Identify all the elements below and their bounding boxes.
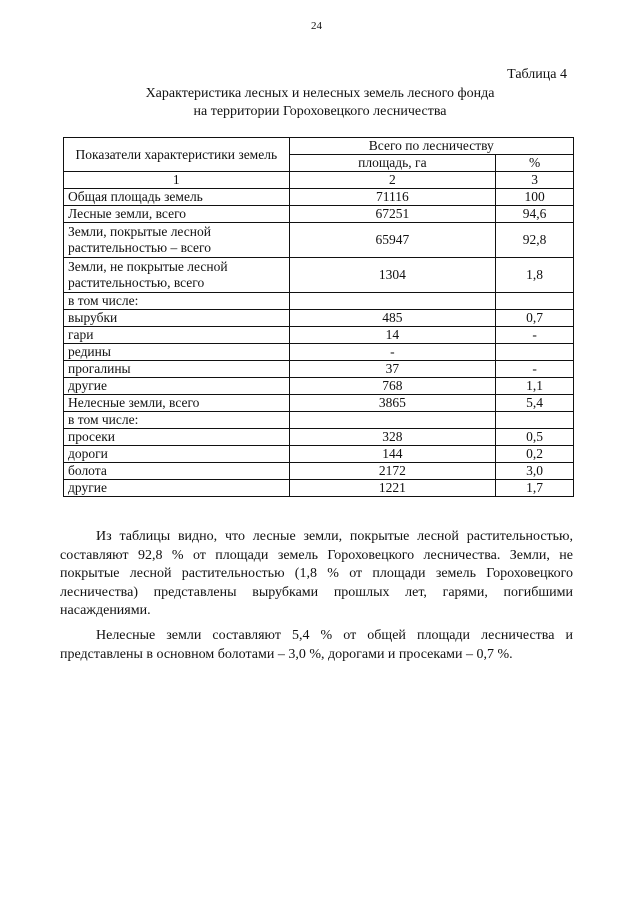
row-percent: 5,4: [496, 395, 574, 412]
row-area: 485: [289, 310, 496, 327]
body-text: [60, 528, 573, 670]
row-label: Земли, не покрытые лесной растительностью, всего: [64, 258, 290, 293]
row-percent: [496, 412, 574, 429]
row-area: 3865: [289, 395, 496, 412]
row-label: Лесные земли, всего: [64, 206, 290, 223]
row-label: вырубки: [64, 310, 290, 327]
row-label: Общая площадь земель: [64, 189, 290, 206]
table-row: [64, 463, 574, 480]
row-area: 328: [289, 429, 496, 446]
column-number-1: 1: [64, 172, 290, 189]
table-row: [64, 361, 574, 378]
table-row: [64, 395, 574, 412]
row-label: просеки: [64, 429, 290, 446]
table-row: [64, 327, 574, 344]
row-area: [289, 412, 496, 429]
row-percent: 1,7: [496, 480, 574, 497]
column-number-3: 3: [496, 172, 574, 189]
table-body: [64, 189, 574, 497]
table-row: [64, 412, 574, 429]
row-percent: 1,8: [496, 258, 574, 293]
row-area: 65947: [289, 223, 496, 258]
table-row: [64, 223, 574, 258]
header-indicators: Показатели характеристики земель: [64, 138, 290, 172]
table-row: [64, 189, 574, 206]
row-area: [289, 293, 496, 310]
table-row: [64, 258, 574, 293]
header-area: площадь, га: [289, 155, 496, 172]
title-line-2: на территории Гороховецкого лесничества: [193, 104, 447, 119]
table-row: [64, 310, 574, 327]
row-area: 1221: [289, 480, 496, 497]
row-label: другие: [64, 378, 290, 395]
table-row: [64, 293, 574, 310]
table-row: [64, 206, 574, 223]
table-row: [64, 480, 574, 497]
row-area: 37: [289, 361, 496, 378]
header-percent: %: [496, 155, 574, 172]
row-area: 14: [289, 327, 496, 344]
row-percent: 94,6: [496, 206, 574, 223]
row-area: 144: [289, 446, 496, 463]
row-area: 1304: [289, 258, 496, 293]
row-percent: 0,5: [496, 429, 574, 446]
row-percent: 0,2: [496, 446, 574, 463]
row-label: болота: [64, 463, 290, 480]
land-characteristics-table: [63, 137, 574, 497]
title-line-1: Характеристика лесных и нелесных земель лесного фонда: [145, 86, 495, 101]
row-label: другие: [64, 480, 290, 497]
row-area: 2172: [289, 463, 496, 480]
row-percent: -: [496, 361, 574, 378]
row-percent: 0,7: [496, 310, 574, 327]
row-area: 71116: [289, 189, 496, 206]
row-label: прогалины: [64, 361, 290, 378]
row-label: редины: [64, 344, 290, 361]
column-number-2: 2: [289, 172, 496, 189]
row-area: 67251: [289, 206, 496, 223]
paragraph-1: Из таблицы видно, что лесные земли, покрытые лесной растительностью, составляют 92,8 % от площади земель Гороховецкого лесничества. Земли, не покрытые лесной растительностью (1,8 % от площади земель Гороховецкого лесничества) представлены вырубками прошлых лет, гарями, погибшими насаждениями.: [60, 529, 573, 619]
page-number: 24: [311, 20, 322, 32]
row-label: в том числе:: [64, 293, 290, 310]
row-label: Земли, покрытые лесной растительностью – всего: [64, 223, 290, 258]
table-label: Таблица 4: [507, 67, 567, 82]
header-total-group: Всего по лесничеству: [289, 138, 573, 155]
row-label: в том числе:: [64, 412, 290, 429]
row-label: гари: [64, 327, 290, 344]
row-percent: 92,8: [496, 223, 574, 258]
row-percent: 1,1: [496, 378, 574, 395]
table-title: [60, 85, 580, 121]
row-area: 768: [289, 378, 496, 395]
row-area: -: [289, 344, 496, 361]
row-percent: 3,0: [496, 463, 574, 480]
row-percent: [496, 293, 574, 310]
row-percent: [496, 344, 574, 361]
row-percent: 100: [496, 189, 574, 206]
table-row: [64, 344, 574, 361]
row-percent: -: [496, 327, 574, 344]
row-label: Нелесные земли, всего: [64, 395, 290, 412]
table-row: [64, 378, 574, 395]
row-label: дороги: [64, 446, 290, 463]
table-row: [64, 446, 574, 463]
paragraph-2: Нелесные земли составляют 5,4 % от общей площади лесничества и представлены в основном болотами – 3,0 %, дорогами и просеками – 0,7 %.: [60, 627, 573, 662]
table-row: [64, 429, 574, 446]
